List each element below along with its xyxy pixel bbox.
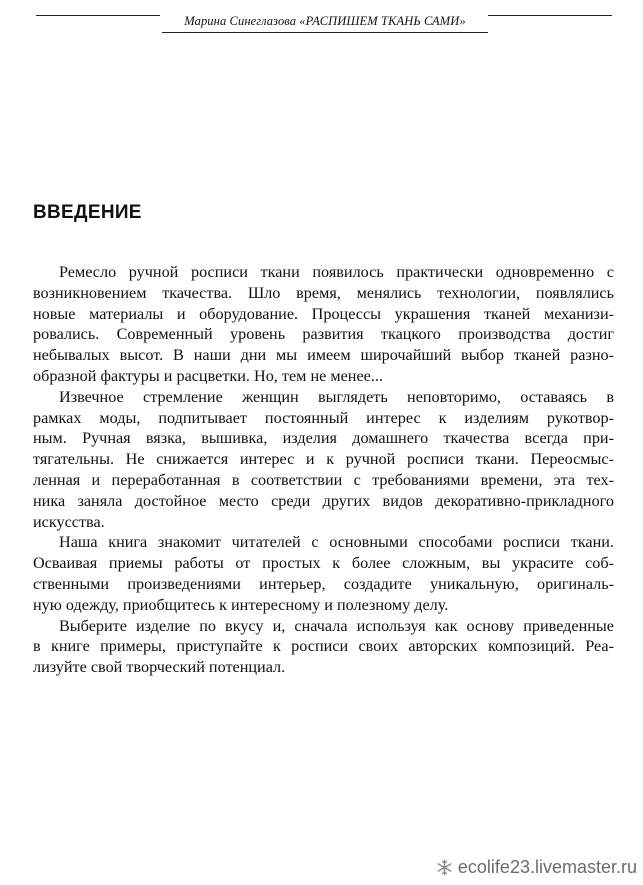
text-line: Ремесло ручной росписи ткани появилось практически одновременно с	[59, 263, 614, 281]
text-line: Осваивая приемы работы от простых к более сложным, вы украсите соб-	[33, 554, 614, 573]
text-line: в книге примеры, приступайте к росписи своих авторских композиций. Реа-	[33, 637, 614, 656]
text-line: ровались. Современный уровень развития ткацкого производства достиг	[33, 325, 614, 344]
watermark	[436, 857, 637, 878]
text-line: ным. Ручная вязка, вышивка, изделия домашнего ткачества всегда при-	[33, 429, 614, 448]
text-line: искусства.	[33, 512, 105, 531]
text-line: ственными произведениями интерьер, создадите уникальную, оригиналь-	[33, 574, 614, 593]
header-rule-right	[488, 15, 612, 16]
running-title: Марина Синеглазова «РАСПИШЕМ ТКАНЬ САМИ»	[184, 14, 466, 28]
text-line: Извечное стремление женщин выглядеть неповторимо, оставаясь в	[59, 387, 614, 406]
text-line: ную одежду, приобщитесь к интересному и полезному делу.	[33, 595, 449, 614]
text-line: тягательны. Не снижается интерес и к ручной росписи ткани. Переосмыс-	[33, 450, 614, 469]
body-text	[33, 262, 614, 678]
text-line: образной фактуры и расцветки. Но, тем не менее...	[33, 366, 383, 385]
header-rule-left	[36, 15, 160, 16]
header-underline	[162, 32, 488, 33]
text-line: Выберите изделие по вкусу и, сначала используя как основу приведенные	[59, 616, 614, 635]
text-line: ленная и переработанная в соответствии с требованиями времени, эта тех-	[33, 470, 614, 489]
text-line: новые материалы и оборудование. Процессы украшения тканей механизи-	[33, 304, 614, 323]
text-line: возникновением ткачества. Шло время, менялись технологии, появлялись	[33, 283, 614, 302]
watermark-text: ecolife23.livemaster.ru	[457, 857, 637, 877]
snowflake-icon	[436, 859, 453, 876]
text-line: лизуйте свой творческий потенциал.	[33, 658, 286, 677]
text-line: небывалых высот. В наши дни мы имеем широчайший выбор тканей разно-	[33, 346, 614, 365]
text-line: рамках моды, подпитывает постоянный интерес к изделиям рукотвор-	[33, 408, 614, 427]
chapter-title: ВВЕДЕНИЕ	[33, 202, 142, 223]
text-line: Наша книга знакомит читателей с основными способами росписи ткани.	[59, 533, 614, 552]
running-header	[36, 10, 612, 36]
text-line: ника заняла достойное место среди других видов декоративно-прикладного	[33, 491, 614, 510]
